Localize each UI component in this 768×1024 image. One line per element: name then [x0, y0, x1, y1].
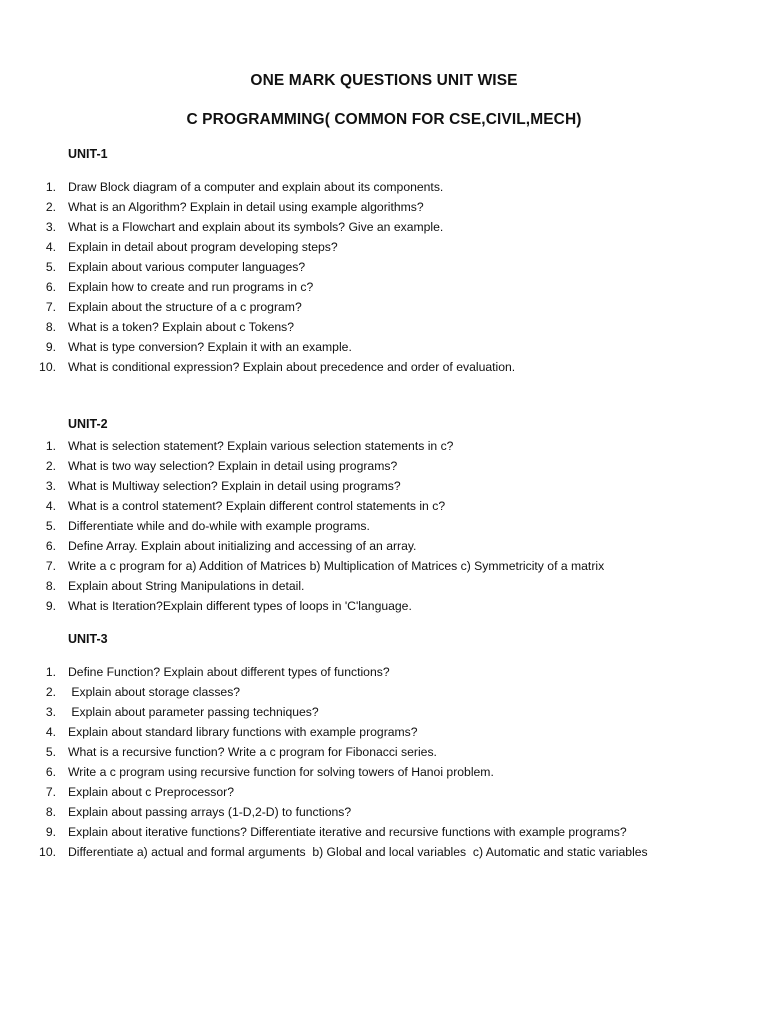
- question-number: 6.: [45, 280, 56, 294]
- list-item: [0, 197, 768, 217]
- list-item: [0, 682, 768, 702]
- question-text: Explain about storage classes?: [68, 685, 241, 699]
- question-text: What is two way selection? Explain in detail using programs?: [68, 459, 398, 473]
- question-number: 1.: [45, 439, 56, 453]
- list-item: [0, 436, 768, 456]
- unit-3-heading: UNIT-3: [68, 632, 108, 646]
- question-text: What is a recursive function? Write a c program for Fibonacci series.: [68, 745, 437, 759]
- question-text: Explain about various computer languages?: [68, 260, 306, 274]
- list-item: [0, 496, 768, 516]
- list-item: [0, 277, 768, 297]
- question-text: Write a c program using recursive function for solving towers of Hanoi problem.: [68, 765, 494, 779]
- unit-2-question-list: [0, 436, 768, 616]
- question-number: 5.: [45, 519, 56, 533]
- question-text: Explain about c Preprocessor?: [68, 785, 234, 799]
- list-item: [0, 177, 768, 197]
- question-text: Define Function? Explain about different types of functions?: [68, 665, 390, 679]
- unit-3-question-list: [0, 662, 768, 862]
- question-number: 4.: [45, 240, 56, 254]
- question-text: Explain about parameter passing techniques?: [68, 705, 319, 719]
- question-number: 2.: [45, 200, 56, 214]
- list-item: [0, 217, 768, 237]
- list-item: [0, 662, 768, 682]
- question-number: 5.: [45, 745, 56, 759]
- question-text: Explain about the structure of a c program?: [68, 300, 302, 314]
- question-number: 9.: [45, 599, 56, 613]
- question-text: Differentiate a) actual and formal arguments b) Global and local variables c) Automatic and static variables: [68, 845, 648, 859]
- question-number: 6.: [45, 539, 56, 553]
- question-number: 3.: [45, 479, 56, 493]
- list-item: [0, 802, 768, 822]
- question-text: What is a token? Explain about c Tokens?: [68, 320, 295, 334]
- question-number: 9.: [45, 825, 56, 839]
- list-item: [0, 742, 768, 762]
- question-text: What is a control statement? Explain different control statements in c?: [68, 499, 446, 513]
- list-item: [0, 337, 768, 357]
- list-item: [0, 782, 768, 802]
- list-item: [0, 357, 768, 377]
- question-number: 2.: [45, 685, 56, 699]
- question-number: 10.: [39, 845, 56, 859]
- list-item: [0, 576, 768, 596]
- question-text: What is a Flowchart and explain about its symbols? Give an example.: [68, 220, 444, 234]
- question-text: What is selection statement? Explain various selection statements in c?: [68, 439, 454, 453]
- list-item: [0, 822, 768, 842]
- question-number: 8.: [45, 320, 56, 334]
- question-number: 4.: [45, 725, 56, 739]
- question-text: What is an Algorithm? Explain in detail using example algorithms?: [68, 200, 424, 214]
- question-text: Explain about standard library functions with example programs?: [68, 725, 418, 739]
- question-number: 8.: [45, 805, 56, 819]
- question-number: 7.: [45, 300, 56, 314]
- list-item: [0, 722, 768, 742]
- question-text: Explain how to create and run programs in c?: [68, 280, 314, 294]
- question-number: 10.: [39, 360, 56, 374]
- question-text: Explain about passing arrays (1-D,2-D) to functions?: [68, 805, 352, 819]
- question-text: What is Iteration?Explain different types of loops in 'C'language.: [68, 599, 412, 613]
- unit-1-question-list: [0, 177, 768, 377]
- question-number: 2.: [45, 459, 56, 473]
- list-item: [0, 556, 768, 576]
- document-title: ONE MARK QUESTIONS UNIT WISE: [250, 72, 518, 89]
- question-text: What is conditional expression? Explain about precedence and order of evaluation.: [68, 360, 516, 374]
- document-subtitle: C PROGRAMMING( COMMON FOR CSE,CIVIL,MECH): [186, 111, 582, 128]
- question-text: Explain about iterative functions? Differentiate iterative and recursive functions with example programs?: [68, 825, 627, 839]
- list-item: [0, 297, 768, 317]
- list-item: [0, 702, 768, 722]
- list-item: [0, 516, 768, 536]
- question-number: 9.: [45, 340, 56, 354]
- list-item: [0, 237, 768, 257]
- question-number: 6.: [45, 765, 56, 779]
- question-number: 5.: [45, 260, 56, 274]
- list-item: [0, 456, 768, 476]
- question-number: 7.: [45, 785, 56, 799]
- list-item: [0, 536, 768, 556]
- list-item: [0, 596, 768, 616]
- question-text: Explain in detail about program developing steps?: [68, 240, 338, 254]
- question-number: 8.: [45, 579, 56, 593]
- question-number: 3.: [45, 705, 56, 719]
- list-item: [0, 476, 768, 496]
- question-text: What is Multiway selection? Explain in detail using programs?: [68, 479, 401, 493]
- list-item: [0, 257, 768, 277]
- unit-1-heading: UNIT-1: [68, 147, 108, 161]
- question-number: 4.: [45, 499, 56, 513]
- question-number: 7.: [45, 559, 56, 573]
- question-text: Write a c program for a) Addition of Matrices b) Multiplication of Matrices c) Symmetricity of a matrix: [68, 559, 605, 573]
- question-text: Draw Block diagram of a computer and explain about its components.: [68, 180, 444, 194]
- list-item: [0, 317, 768, 337]
- question-number: 1.: [45, 665, 56, 679]
- list-item: [0, 762, 768, 782]
- question-text: Define Array. Explain about initializing and accessing of an array.: [68, 539, 417, 553]
- list-item: [0, 842, 768, 862]
- question-text: Explain about String Manipulations in detail.: [68, 579, 305, 593]
- question-text: What is type conversion? Explain it with an example.: [68, 340, 352, 354]
- question-number: 3.: [45, 220, 56, 234]
- question-text: Differentiate while and do-while with example programs.: [68, 519, 370, 533]
- question-number: 1.: [45, 180, 56, 194]
- unit-2-heading: UNIT-2: [68, 417, 108, 431]
